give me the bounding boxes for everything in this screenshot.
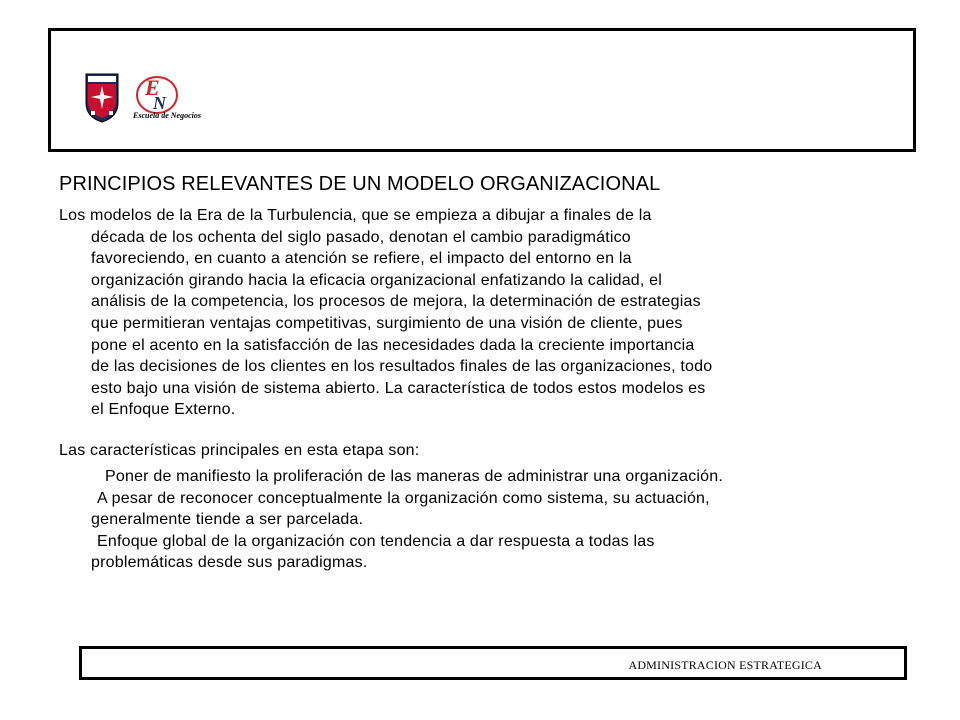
characteristics-list (59, 466, 919, 574)
svg-text:E: E (145, 75, 160, 100)
list-item: A pesar de reconocer conceptualmente la organización como sistema, su actuación, (97, 489, 710, 507)
paragraph-line: esto bajo una visión de sistema abierto. La característica de todos estos modelos es (91, 379, 706, 397)
paragraph-line: organización girando hacia la eficacia organizacional enfatizando la calidad, el (91, 271, 663, 289)
list-item: Poner de manifiesto la proliferación de las maneras de administrar una organización. (105, 468, 724, 485)
paragraph-line: favoreciendo, en cuanto a atención se refiere, el impacto del entorno en la (91, 250, 632, 268)
school-shield-emblem-icon (85, 73, 119, 123)
paragraph-line: de las decisiones de los clientes en los resultados finales de las organizaciones, todo (91, 358, 713, 376)
footer-box (79, 646, 907, 680)
logo-caption: Escuela de Negocios (133, 111, 201, 120)
list-item: Enfoque global de la organización con tendencia a dar respuesta a todas las (97, 532, 655, 550)
svg-text:N: N (153, 93, 166, 113)
paragraph-caracteristicas-intro: Las características principales en esta etapa son: (59, 442, 420, 459)
footer-label: ADMINISTRACION ESTRATEGICA (628, 658, 822, 672)
page-title: PRINCIPIOS RELEVANTES DE UN MODELO ORGANIZACIONAL (59, 173, 661, 195)
list-item-continuation: problemáticas desde sus paradigmas. (91, 554, 368, 572)
paragraph-line: pone el acento en la satisfacción de las necesidades dada la creciente importancia (91, 336, 695, 354)
paragraph-line: que permitieran ventajas competitivas, surgimiento de una visión de cliente, pues (91, 314, 683, 332)
paragraph-line: el Enfoque Externo. (91, 401, 236, 419)
header-box (48, 28, 916, 152)
paragraph-era-turbulencia (59, 205, 909, 421)
list-item-continuation: generalmente tiende a ser parcelada. (91, 511, 364, 529)
paragraph-line: década de los ochenta del siglo pasado, denotan el cambio paradigmático (91, 228, 631, 246)
paragraph-line: Los modelos de la Era de la Turbulencia, que se empieza a dibujar a finales de la (59, 207, 652, 224)
paragraph-line: análisis de la competencia, los procesos de mejora, la determinación de estrategias (91, 293, 701, 311)
